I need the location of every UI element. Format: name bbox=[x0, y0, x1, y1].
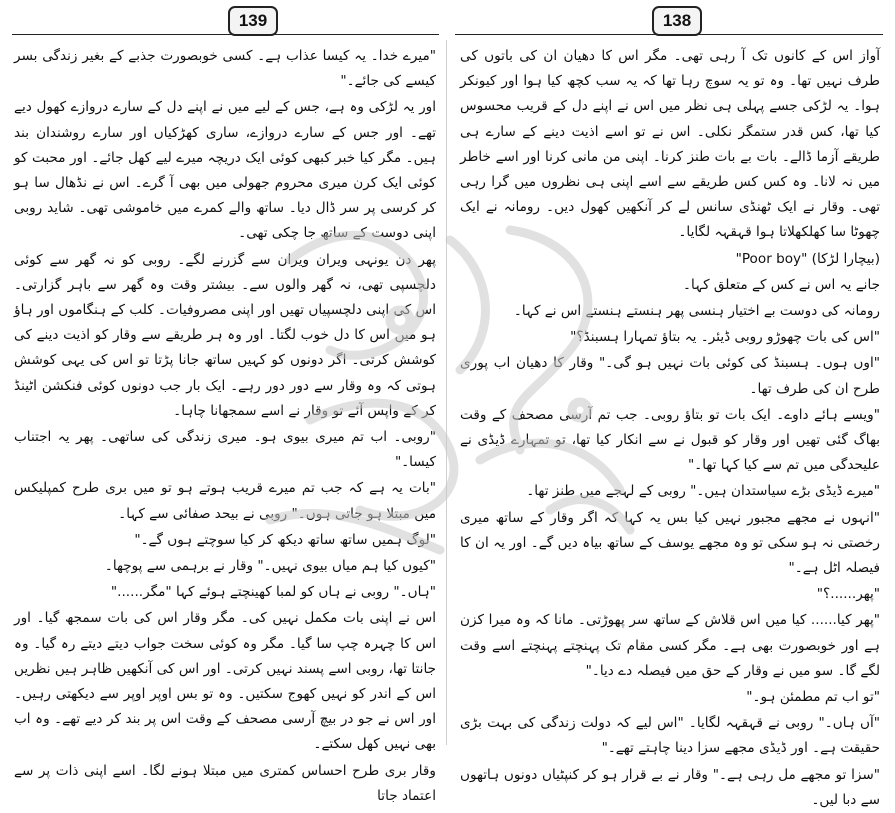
paragraph: اس نے اپنی بات مکمل نہیں کی۔ مگر وقار اس کی بات سمجھ گیا۔ اور اس کا چہرہ چپ سا گیا۔ مگر وہ کوئی سخت جواب دیتے دیتے رہ گیا۔ وہ جانتا تھا، روبی اسے پسند نہیں کرتی۔ اور اس کی آنکھیں ظاہر ہیں نظریں اس کے اندر کو نہیں کھوج سکتیں۔ وہ تو بس اوپر اوپر سے دیکھتی رہیں۔ اور اس نے جو در بیچ آرسی مصحف کے وقت اس پر بند کر دیے تھے۔ وہ اب بھی نہیں کھل سکتے۔ bbox=[14, 610, 436, 753]
paragraph: "اس کی بات چھوڑو روبی ڈیئر۔ یہ بتاؤ تمہارا ہسبنڈ؟" bbox=[570, 329, 880, 346]
paragraph: "میرے خدا۔ یہ کیسا عذاب ہے۔ کسی خوبصورت جذبے کے بغیر زندگی بسر کیسے کی جائے۔" bbox=[14, 48, 436, 90]
page-number-right: 138 bbox=[652, 6, 702, 36]
paragraph: "پھر......؟" bbox=[816, 586, 880, 603]
paragraph: وقار بری طرح احساس کمتری میں مبتلا ہونے لگا۔ اسے اپنی ذات پر سے اعتماد جاتا bbox=[14, 762, 436, 804]
paragraph: (بیچارا لڑکا) "Poor boy" bbox=[735, 250, 880, 267]
header-rule-right bbox=[455, 34, 883, 35]
paragraph: پھر دن یونہی ویران ویران سے گزرنے لگے۔ روبی کو نہ گھر سے کوئی دلچسپی تھی، نہ گھر والوں سے۔ بیشتر وقت وہ گھر سے باہر گزارتی۔ اس کی اپنی دلچسپیاں تھیں اور اپنی مصروفیات۔ کلب کے ہنگاموں اور ہاؤ ہو میں اس کا دل خوب لگتا۔ اور وہ ہر طریقے سے وقار کو اذیت دینے کی کوشش کرتی۔ اگر دونوں کو کہیں ساتھ جانا پڑتا تو اس کی یہی کوشش ہوتی کہ وہ وقار سے دور دور رہے۔ ایک بار جب دونوں کوئی فنکشن اٹینڈ کر کے واپس آئے تو وقار نے اسے سمجھانا چاہا۔ bbox=[14, 251, 436, 419]
page-gutter bbox=[446, 40, 447, 745]
paragraph: رومانہ کی دوست بے اختیار ہنسی پھر ہنستے ہنستے اس نے کہا۔ bbox=[513, 303, 880, 320]
paragraph: "بات یہ ہے کہ جب تم میرے قریب ہوتے ہو تو میں بری طرح کمپلیکس میں مبتلا ہو جاتی ہوں۔" روبی نے بیحد صفائی سے کہا۔ bbox=[14, 480, 436, 522]
paragraph: جانے یہ اس نے کس کے متعلق کہا۔ bbox=[683, 276, 880, 293]
left-page-text bbox=[14, 44, 436, 804]
paragraph: "پھر کیا...... کیا میں اس قلاش کے ساتھ سر پھوڑتی۔ مانا کہ وہ میرا کزن ہے اور خوبصورت بھی ہے۔ مگر کسی مقام تک پہنچتے پہنچتے اسے وقت لگے گا۔ سو میں نے وقار کے حق میں فیصلہ دے دیا۔" bbox=[460, 612, 880, 679]
paragraph: "ویسے ہائے داوے۔ ایک بات تو بتاؤ روبی۔ جب تم آرسی مصحف کے وقت بھاگ گئی تھیں اور وقار کو قبول نے سے انکار کیا تھا، تو تمہارے ڈیڈی نے علیحدگی میں تم سے کیا کہا تھا۔" bbox=[460, 406, 880, 474]
header-rule-left bbox=[12, 34, 439, 35]
paragraph: "آں ہاں۔" روبی نے قہقہہ لگایا۔ "اس لیے کہ دولت زندگی کی بہت بڑی حقیقت ہے۔ اور ڈیڈی مجھے سزا دینا چاہتے تھے۔" bbox=[460, 715, 880, 757]
right-page-text bbox=[460, 44, 880, 808]
paragraph: "کیوں کیا ہم میاں بیوی نہیں۔" وقار نے برہمی سے پوچھا۔ bbox=[104, 558, 436, 575]
paragraph: "روبی۔ اب تم میری بیوی ہو۔ میری زندگی کی ساتھی۔ پھر یہ اجتناب کیسا۔" bbox=[14, 429, 436, 471]
paragraph: "میرے ڈیڈی بڑے سیاستدان ہیں۔" روبی کے لہجے میں طنز تھا۔ bbox=[526, 483, 880, 500]
paragraph: "ہاں۔" روبی نے ہاں کو لمبا کھینچتے ہوئے کہا "مگر......" bbox=[110, 584, 436, 601]
paragraph: "انہوں نے مجھے مجبور نہیں کیا بس یہ کہا کہ اگر وقار کے ساتھ میری رخصتی نہ ہو سکی تو وہ مجھے یوسف کے ساتھ بیاہ دیں گے۔ اور یہ ان کا فیصلہ اٹل ہے۔" bbox=[460, 509, 880, 577]
page-number-left: 139 bbox=[228, 6, 278, 36]
paragraph: "اوں ہوں۔ ہسبنڈ کی کوئی بات نہیں ہو گی۔" وقار کا دھیان اب پوری طرح ان کی طرف تھا۔ bbox=[460, 355, 880, 397]
paragraph: "لوگ ہمیں ساتھ ساتھ دیکھ کر کیا سوچتے ہوں گے۔" bbox=[134, 531, 436, 548]
paragraph: "تو اب تم مطمئن ہو۔" bbox=[746, 689, 880, 706]
paragraph: آواز اس کے کانوں تک آ رہی تھی۔ مگر اس کا دھیان ان کی باتوں کی طرف نہیں تھا۔ وہ تو یہ سوچ رہا تھا کہ یہ سب کچھ کیا ہوا اور کیونکر ہوا۔ یہ لڑکی جسے پہلی ہی نظر میں اس نے اپنے دل کے قریب محسوس کیا تھا، کس قدر ستمگر نکلی۔ اس نے تو اسے اذیت دینے کے سارے ہی طریقے آزما ڈالے۔ بات بے بات طنز کرنا۔ اپنی من مانی کرنا اور اسے خاطر میں نہ لانا۔ وہ کس کس طریقے سے اسے اپنی ہی نظروں میں گرا رہی تھی۔ وقار نے ایک ٹھنڈی سانس لے کر آنکھیں کھول دیں۔ رومانہ نے ایک چھوٹا سا کھلکھلاتا ہوا قہقہہ لگایا۔ bbox=[460, 48, 880, 241]
paragraph: اور یہ لڑکی وہ ہے، جس کے لیے میں نے اپنے دل کے سارے دروازے کھول دیے تھے۔ اور جس کے سارے دروازے، ساری کھڑکیاں اور سارے روشندان بند ہیں۔ مگر کیا خبر کبھی کوئی ایک دریچہ میرے لیے کھل جائے۔ اور محبت کو کوئی ایک کرن میری محروم جھولی میں بھی آ گرے۔ اس نے نڈھال سا ہو کر کرسی پر سر ڈال دیا۔ ساتھ والے کمرے میں خاموشی تھی۔ شاید روبی اپنی دوست کے ساتھ جا چکی تھی۔ bbox=[14, 99, 436, 242]
paragraph: "سزا تو مجھے مل رہی ہے۔" وقار نے بے قرار ہو کر کنپٹیاں دونوں ہاتھوں سے دبا لیں۔ bbox=[460, 766, 880, 808]
